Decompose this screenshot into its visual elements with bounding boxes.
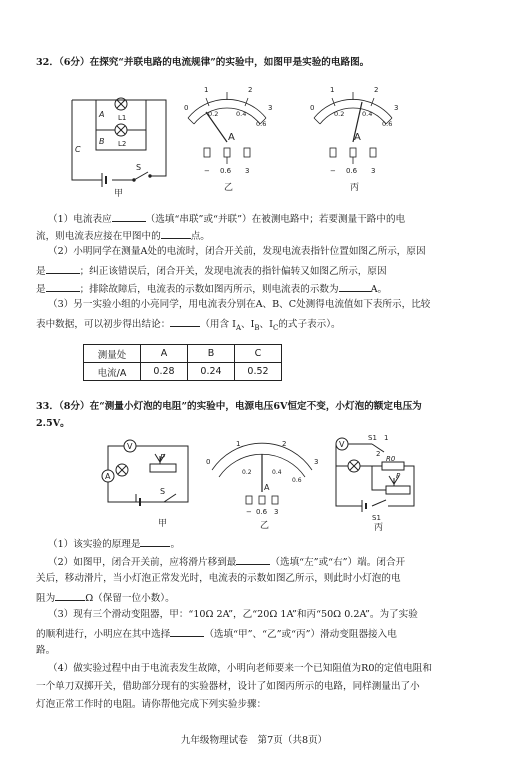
table-row-label: 电流/A (84, 363, 141, 381)
svg-text:3: 3 (274, 508, 279, 516)
svg-text:3: 3 (371, 167, 376, 175)
svg-text:0: 0 (310, 104, 315, 112)
q33-p4-line1: （4）做实验过程中由于电流表发生故障，小明向老师要来一个已知阻值为R0的定值电阻和 (48, 663, 432, 674)
answer-blank[interactable] (55, 591, 85, 601)
q32-p3-line2: 表中数据，可以初步得出结论： （用含 $I_A$、$I_B$、$I_C$的式子表示）。 (36, 319, 341, 332)
svg-text:0.4: 0.4 (272, 469, 282, 476)
q32-ammeter-yi (176, 78, 276, 193)
q33-p2-line1: （2）如图甲，闭合开关前，应将滑片移到最 （选填“左”或“右”）端。闭合开 (48, 557, 406, 568)
table-cell: 0.52 (235, 363, 282, 381)
answer-blank[interactable] (170, 317, 200, 327)
page-footer: 九年级物理试卷 第7页（共8页） (180, 735, 328, 746)
svg-text:3: 3 (245, 167, 250, 175)
q33-p1: （1）该实验的原理是 。 (48, 539, 181, 550)
svg-text:P: P (160, 453, 165, 462)
table-header-row (84, 345, 282, 363)
q33-p2-line2: 关后，移动滑片，当小灯泡正常发光时，电流表的示数如图乙所示，则此时小灯泡的电 (36, 573, 401, 584)
svg-text:0.6: 0.6 (220, 167, 232, 175)
svg-text:S1: S1 (368, 434, 377, 442)
svg-text:3: 3 (394, 104, 399, 112)
q32-figure-caption-yi: 乙 (224, 183, 234, 193)
answer-blank[interactable] (46, 264, 80, 274)
answer-blank[interactable] (339, 282, 371, 292)
q32-label-S: S (136, 163, 142, 172)
table-header-cell: B (188, 345, 235, 363)
table-cell: 0.28 (141, 363, 188, 381)
svg-text:S1: S1 (372, 514, 381, 522)
svg-text:V: V (127, 442, 133, 451)
q32-label-L2: L2 (118, 140, 127, 148)
svg-text:A: A (105, 472, 111, 481)
q32-p2-line1: （2）小明同学在测量A处的电流时，闭合开关前，发现电流表指针位置如图乙所示，原因 (48, 246, 426, 257)
svg-text:3: 3 (268, 104, 273, 112)
svg-text:1: 1 (236, 440, 241, 448)
svg-text:2: 2 (282, 440, 287, 448)
table-header-cell: A (141, 345, 188, 363)
q33-p3-line2: 的顺利进行，小明应在其中选择 （选填“甲”、“乙”或“丙”）滑动变阻器接入电 (36, 629, 397, 640)
svg-text:V: V (339, 440, 345, 449)
q32-figure-caption-bing: 丙 (350, 183, 360, 193)
table-header-cell: C (235, 345, 282, 363)
answer-blank[interactable] (170, 627, 204, 637)
svg-text:0.4: 0.4 (362, 110, 373, 118)
svg-text:0: 0 (206, 458, 211, 466)
svg-text:A: A (354, 132, 361, 143)
svg-text:P: P (396, 472, 401, 480)
q32-ammeter-bing (302, 78, 402, 193)
q33-p2-line3: 阻为 Ω（保留一位小数）。 (36, 593, 175, 604)
svg-text:2: 2 (376, 450, 381, 458)
q32-p2-line2: 是 ；纠正该错误后，闭合开关，发现电流表的指针偏转又如图乙所示，原因 (36, 266, 387, 277)
svg-text:1: 1 (384, 434, 389, 442)
q32-label-C: C (75, 145, 81, 154)
table-row (84, 363, 282, 381)
q33-p3-line1: （3）现有三个滑动变阻器，甲：“10Ω 2A”，乙“20Ω 1A”和丙“50Ω 0.2A”。为了实验 (48, 609, 418, 620)
svg-text:A: A (264, 483, 270, 492)
q32-p1-line1: （1）电流表应 （选填“串联”或“并联”）在被测电路中；若要测量干路中的电 (48, 214, 406, 225)
table-cell: 0.24 (188, 363, 235, 381)
q33-figure-caption-yi: 乙 (260, 521, 270, 531)
svg-text:1: 1 (204, 86, 209, 94)
svg-text:0.6: 0.6 (346, 167, 358, 175)
svg-text:3: 3 (314, 458, 319, 466)
q33-figure-caption-jia: 甲 (158, 519, 168, 529)
svg-text:0.6: 0.6 (382, 120, 393, 128)
svg-text:−: − (330, 167, 336, 175)
q33-ammeter-yi (202, 434, 322, 534)
q32-p3-line1: （3）另一实验小组的小亮同学，用电流表分别在A、B、C处测得电流值如下表所示，比较 (48, 299, 431, 310)
answer-blank[interactable] (140, 537, 170, 547)
svg-text:−: − (246, 508, 252, 516)
q32-measurement-table (83, 344, 282, 381)
answer-blank[interactable] (46, 282, 80, 292)
q33-p4-line2: 一个单刀双掷开关，借助部分现有的实验器材，设计了如图丙所示的电路，同样测量出了小 (36, 681, 420, 692)
svg-text:R0: R0 (386, 455, 396, 463)
svg-text:0.2: 0.2 (334, 110, 345, 118)
svg-text:−: − (204, 167, 210, 175)
svg-text:1: 1 (330, 86, 335, 94)
q32-label-L1: L1 (118, 114, 127, 122)
q32-circuit-diagram (66, 90, 171, 200)
svg-text:A: A (228, 132, 235, 143)
q33-figure-caption-bing: 丙 (374, 523, 384, 532)
answer-blank[interactable] (236, 555, 270, 565)
answer-blank[interactable] (161, 229, 191, 239)
q33-intro-line1: 33．（8分）在“测量小灯泡的电阻”的实验中，电源电压6V恒定不变，小灯泡的额定电压为 (36, 401, 422, 412)
q32-figure-caption-jia: 甲 (114, 189, 124, 199)
svg-text:0.6: 0.6 (292, 477, 302, 484)
svg-text:0.6: 0.6 (256, 120, 267, 128)
svg-text:2: 2 (374, 86, 379, 94)
svg-text:0.4: 0.4 (236, 110, 247, 118)
q33-circuit-jia (100, 432, 200, 532)
q33-intro-line2: 2.5V。 (36, 418, 70, 429)
table-header-cell: 测量处 (84, 345, 141, 363)
svg-text:0: 0 (184, 104, 189, 112)
q32-p1-line2: 流，则电流表应接在甲图中的 点。 (36, 231, 210, 242)
q32-p2-line3: 是 ；排除故障后，电流表的示数如图丙所示，则电流表的示数为 A。 (36, 284, 388, 295)
svg-text:0.6: 0.6 (256, 508, 268, 516)
svg-text:S: S (160, 487, 166, 496)
svg-text:0.2: 0.2 (208, 110, 219, 118)
q32-intro: 32．（6分）在探究“并联电路的电流规律”的实验中，如图甲是实验的电路图。 (36, 57, 370, 68)
svg-text:0.2: 0.2 (242, 469, 252, 476)
q33-p3-line3: 路。 (36, 645, 56, 656)
q33-circuit-bing (332, 432, 422, 532)
answer-blank[interactable] (112, 212, 146, 222)
q32-label-B: B (99, 137, 105, 146)
q33-p4-line3: 灯泡正常工作时的电阻。请你帮他完成下列实验步骤： (36, 699, 267, 710)
q32-label-A: A (99, 110, 105, 119)
svg-text:2: 2 (248, 86, 253, 94)
